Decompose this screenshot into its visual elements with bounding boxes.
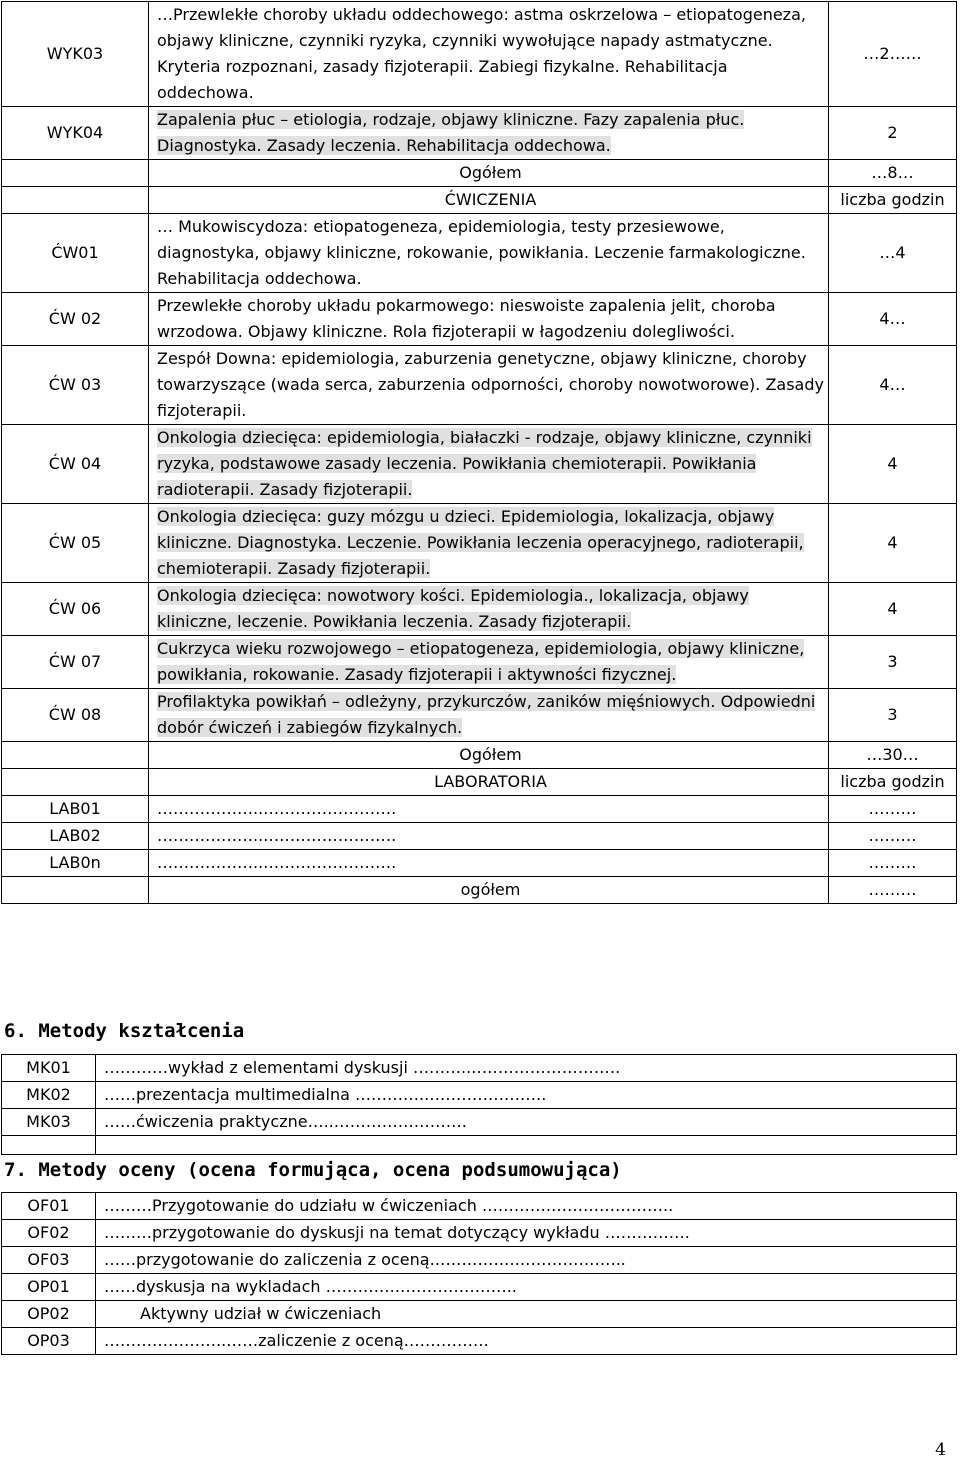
- table-row: [2, 636, 957, 689]
- total-hours: …30…: [829, 742, 957, 769]
- row-topic: Cukrzyca wieku rozwojowego – etiopatogeneza, epidemiologia, objawy kliniczne, powikłania, rokowanie. Zasady fizjoterapii i aktywności fizycznej.: [149, 636, 829, 689]
- method-code: OF03: [2, 1247, 96, 1274]
- row-code: ĆW 06: [2, 583, 149, 636]
- row-hours: …4: [829, 214, 957, 293]
- table-row: [2, 823, 957, 850]
- assessment-methods-table: [1, 1192, 957, 1355]
- table-row: [2, 1220, 957, 1247]
- section-header: LABORATORIA: [149, 769, 829, 796]
- method-code: OP03: [2, 1328, 96, 1355]
- row-code: LAB02: [2, 823, 149, 850]
- row-code: WYK03: [2, 2, 149, 107]
- row-hours: 4: [829, 504, 957, 583]
- method-description: ……dyskusja na wykladach ………….…………………..: [96, 1274, 957, 1301]
- row-hours: 3: [829, 636, 957, 689]
- row-topic: Zespół Downa: epidemiologia, zaburzenia genetyczne, objawy kliniczne, choroby towarzyszące (wada serca, zaburzenia odporności, choroby nowotworowe). Zasady fizjoterapii.: [149, 346, 829, 425]
- row-hours: ………: [829, 823, 957, 850]
- labs-total-row: [2, 877, 957, 904]
- row-hours: ………: [829, 796, 957, 823]
- hours-header: liczba godzin: [829, 769, 957, 796]
- method-description: ………Przygotowanie do udziału w ćwiczeniach ………….…………………..: [96, 1193, 957, 1220]
- method-code: MK02: [2, 1082, 96, 1109]
- table-row: [2, 583, 957, 636]
- total-hours: ………: [829, 877, 957, 904]
- row-hours: 4…: [829, 293, 957, 346]
- table-row: [2, 107, 957, 160]
- teaching-methods-table: [1, 1054, 957, 1155]
- row-code: ĆW 07: [2, 636, 149, 689]
- exercises-header-row: [2, 187, 957, 214]
- row-code: ĆW 08: [2, 689, 149, 742]
- method-code: OF01: [2, 1193, 96, 1220]
- table-row: [2, 346, 957, 425]
- row-topic: Onkologia dziecięca: epidemiologia, białaczki - rodzaje, objawy kliniczne, czynniki ryzyka, podstawowe zasady leczenia. Powikłania chemioterapii. Powikłania radioterapii. Zasady fizjoterapii.: [149, 425, 829, 504]
- row-hours: 4: [829, 583, 957, 636]
- row-topic: ………………..…………………….: [149, 850, 829, 877]
- row-topic: Zapalenia płuc – etiologia, rodzaje, objawy kliniczne. Fazy zapalenia płuc. Diagnostyka. Zasady leczenia. Rehabilitacja oddechowa.: [149, 107, 829, 160]
- row-topic: Przewlekłe choroby układu pokarmowego: nieswoiste zapalenia jelit, choroba wrzodowa. Objawy kliniczne. Rola fizjoterapii w łagodzeniu dolegliwości.: [149, 293, 829, 346]
- method-code: MK01: [2, 1055, 96, 1082]
- row-code: LAB0n: [2, 850, 149, 877]
- method-code: OP02: [2, 1301, 96, 1328]
- hours-header: liczba godzin: [829, 187, 957, 214]
- table-row: [2, 1301, 957, 1328]
- row-code: LAB01: [2, 796, 149, 823]
- method-description: ……ćwiczenia praktyczne…..…………………….: [96, 1109, 957, 1136]
- table-row: [2, 1328, 957, 1355]
- row-topic: …Przewlekłe choroby układu oddechowego: astma oskrzelowa – etiopatogeneza, objawy kliniczne, czynniki ryzyka, czynniki wywołujące napady astmatyczne. Kryteria rozpoznani, zasady fizjoterapii. Zabiegi fizykalne. Rehabilitacja oddechowa.: [149, 2, 829, 107]
- labs-header-row: [2, 769, 957, 796]
- row-code: ĆW01: [2, 214, 149, 293]
- table-row: [2, 293, 957, 346]
- method-description: ……przygotowanie do zaliczenia z oceną……………..………………..: [96, 1247, 957, 1274]
- row-topic: … Mukowiscydoza: etiopatogeneza, epidemiologia, testy przesiewowe, diagnostyka, objawy kliniczne, rokowanie, powikłania. Leczenie farmakologiczne. Rehabilitacja oddechowa.: [149, 214, 829, 293]
- table-row-spacer: [2, 1136, 957, 1155]
- row-topic: ………………..…………………….: [149, 823, 829, 850]
- row-topic: Onkologia dziecięca: nowotwory kości. Epidemiologia., lokalizacja, objawy kliniczne, leczenie. Powikłania leczenia. Zasady fizjoterapii.: [149, 583, 829, 636]
- row-hours: 3: [829, 689, 957, 742]
- row-topic: Onkologia dziecięca: guzy mózgu u dzieci. Epidemiologia, lokalizacja, objawy kliniczne. Diagnostyka. Leczenie. Powikłania leczenia operacyjnego, radioterapii, chemioterapii. Zasady fizjoterapii.: [149, 504, 829, 583]
- table-row: [2, 425, 957, 504]
- table-row: [2, 850, 957, 877]
- lectures-total-row: [2, 160, 957, 187]
- table-row: [2, 689, 957, 742]
- course-content-table: [1, 1, 957, 904]
- table-row: [2, 504, 957, 583]
- method-description: ……prezentacja multimedialna …………..………………….: [96, 1082, 957, 1109]
- row-code: ĆW 05: [2, 504, 149, 583]
- method-description: Aktywny udział w ćwiczeniach: [96, 1301, 957, 1328]
- total-label: Ogółem: [149, 160, 829, 187]
- section-heading-assessment-methods: 7. Metody oceny (ocena formująca, ocena podsumowująca): [4, 1159, 622, 1181]
- method-description: ………przygotowanie do dyskusji na temat dotyczący wykładu …………….: [96, 1220, 957, 1247]
- total-hours: …8…: [829, 160, 957, 187]
- row-code: ĆW 03: [2, 346, 149, 425]
- table-row: [2, 1247, 957, 1274]
- table-row: [2, 1274, 957, 1301]
- table-row: [2, 2, 957, 107]
- row-code: ĆW 04: [2, 425, 149, 504]
- method-code: OP01: [2, 1274, 96, 1301]
- row-topic: ………………..…………………….: [149, 796, 829, 823]
- exercises-total-row: [2, 742, 957, 769]
- total-label: ogółem: [149, 877, 829, 904]
- table-row: [2, 1193, 957, 1220]
- table-row: [2, 1109, 957, 1136]
- page-number: 4: [935, 1440, 946, 1460]
- row-code: ĆW 02: [2, 293, 149, 346]
- table-row: [2, 214, 957, 293]
- table-row: [2, 1082, 957, 1109]
- table-row: [2, 796, 957, 823]
- method-code: MK03: [2, 1109, 96, 1136]
- section-heading-teaching-methods: 6. Metody kształcenia: [4, 1020, 245, 1042]
- row-hours: ………: [829, 850, 957, 877]
- row-topic: Profilaktyka powikłań – odleżyny, przykurczów, zaników mięśniowych. Odpowiedni dobór ćwiczeń i zabiegów fizykalnych.: [149, 689, 829, 742]
- method-description: …………………..……zaliczenie z oceną…………….: [96, 1328, 957, 1355]
- table-row: [2, 1055, 957, 1082]
- method-description: …………wykład z elementami dyskusji ………..……………………….: [96, 1055, 957, 1082]
- row-hours: 4…: [829, 346, 957, 425]
- row-hours: 2: [829, 107, 957, 160]
- method-code: OF02: [2, 1220, 96, 1247]
- section-header: ĆWICZENIA: [149, 187, 829, 214]
- row-hours: 4: [829, 425, 957, 504]
- row-code: WYK04: [2, 107, 149, 160]
- total-label: Ogółem: [149, 742, 829, 769]
- row-hours: …2……: [829, 2, 957, 107]
